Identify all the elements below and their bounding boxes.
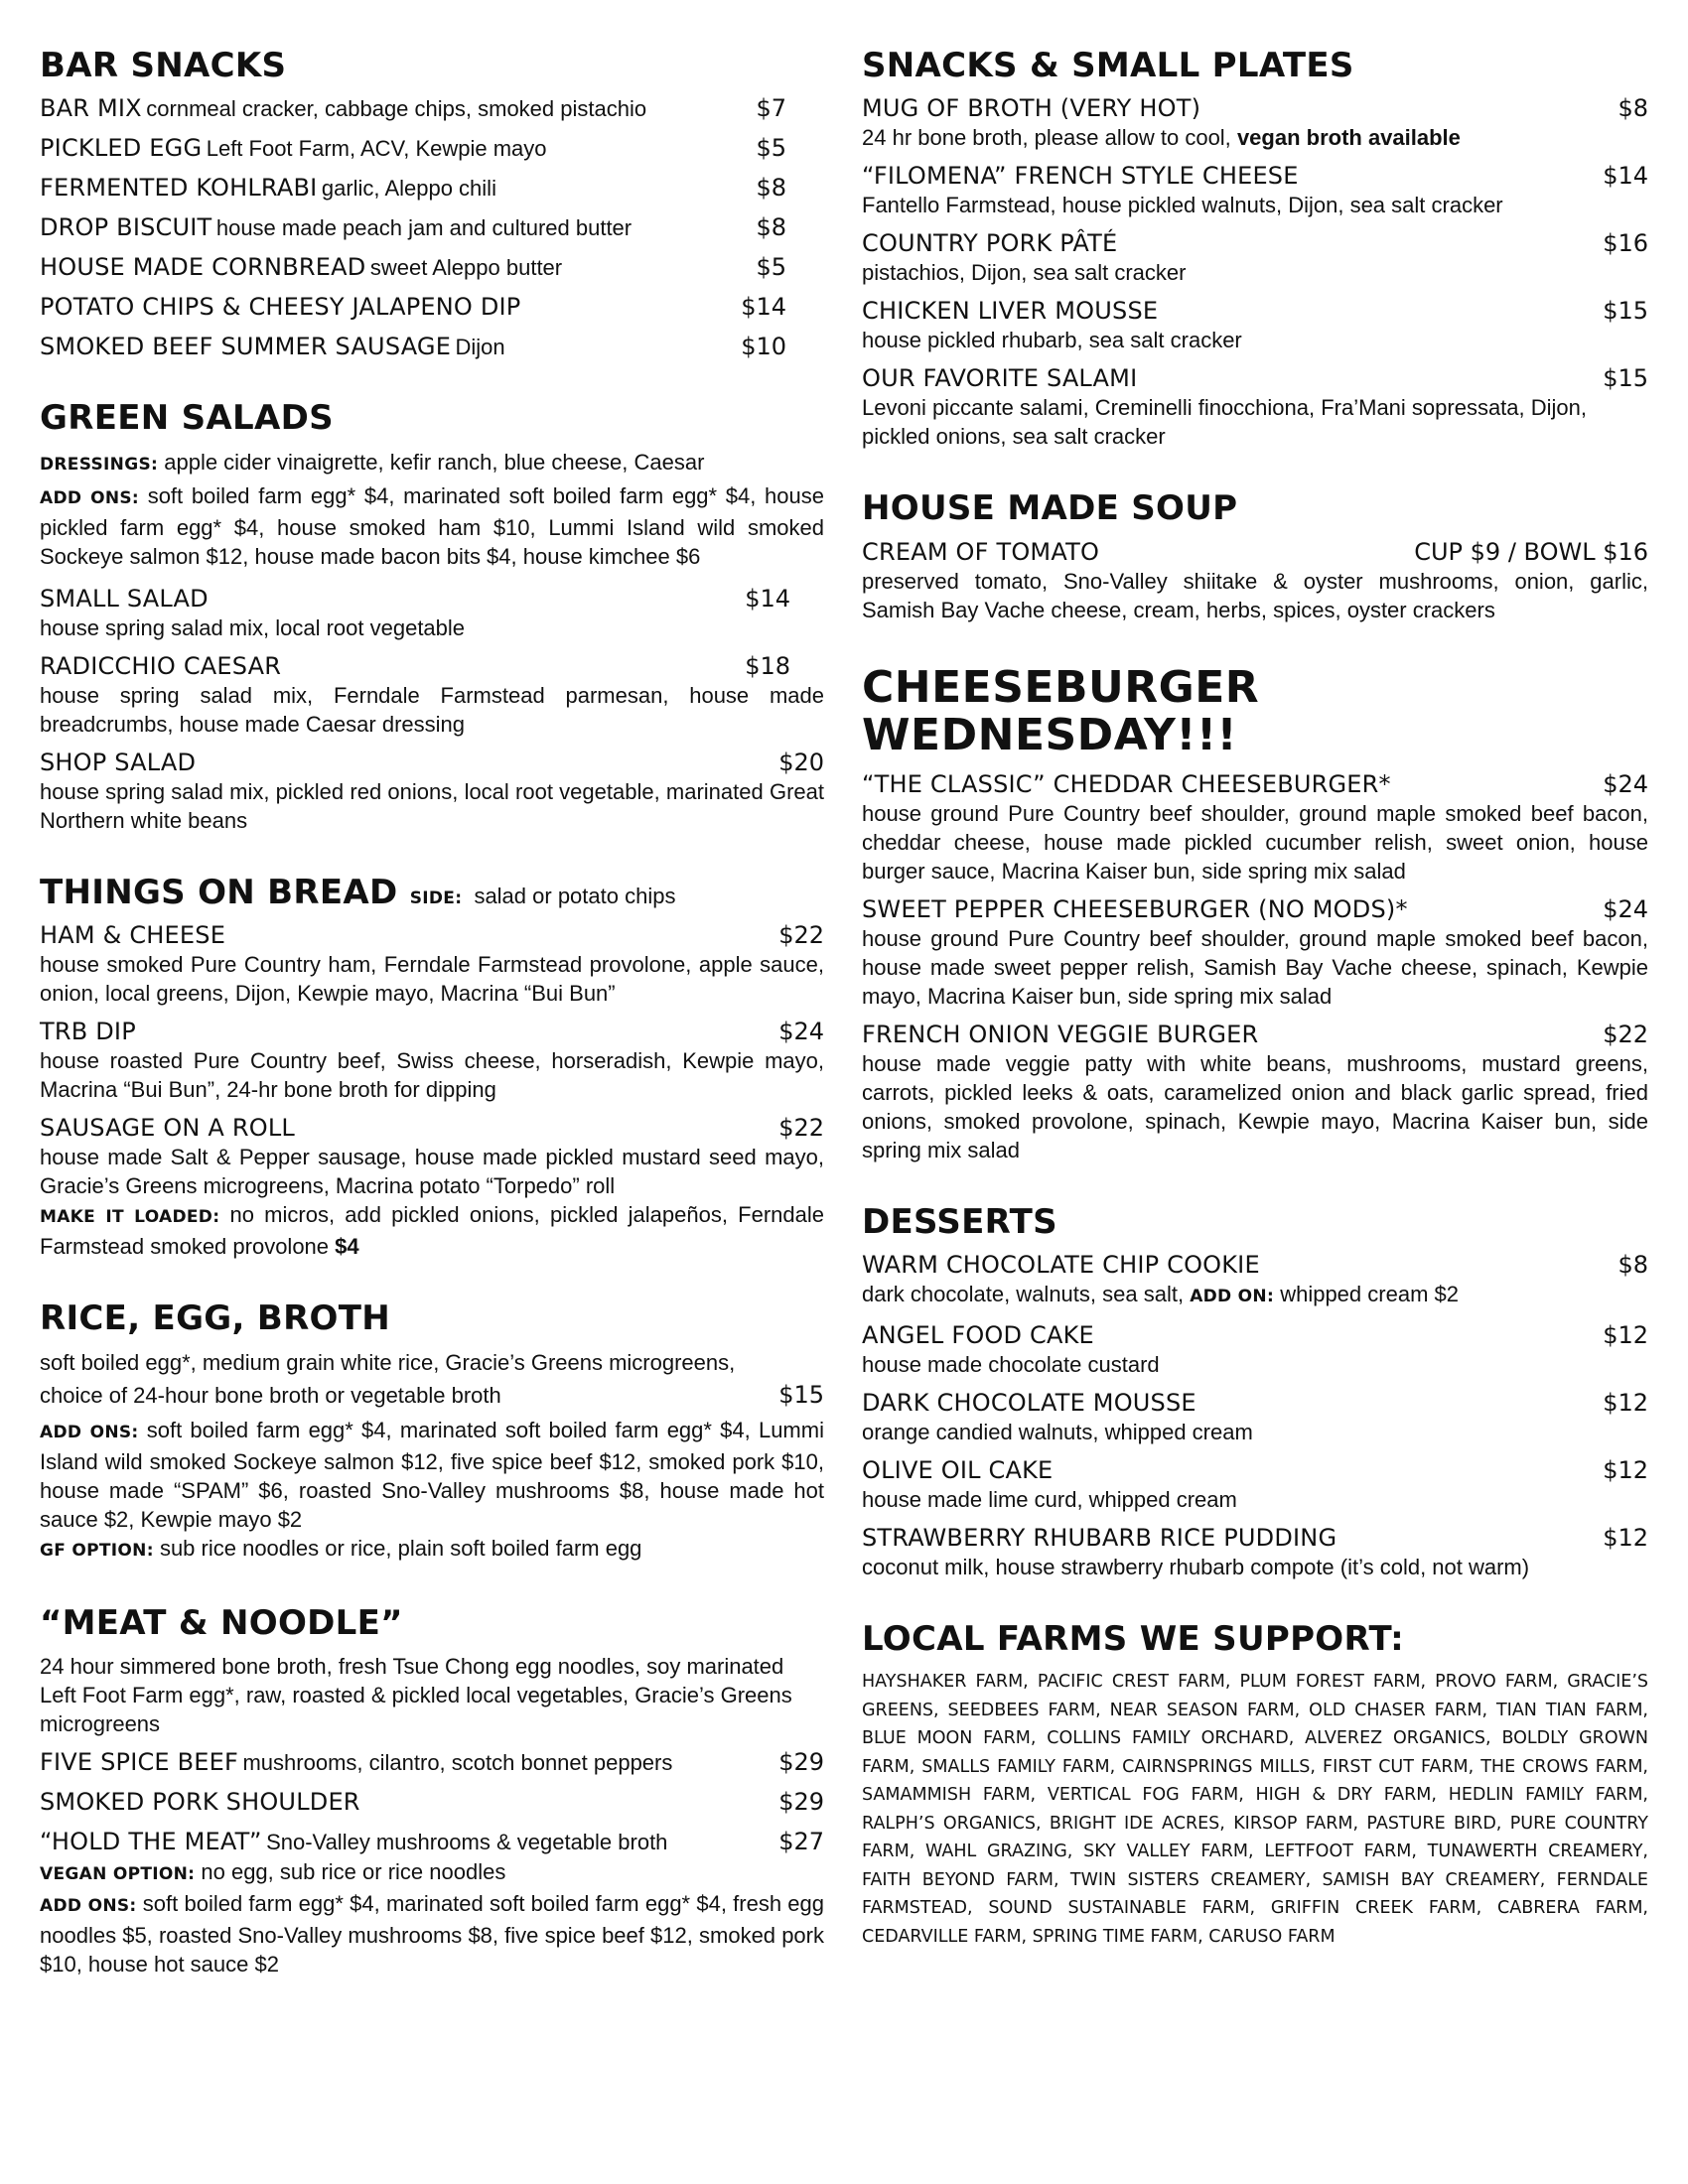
item-price: $12 bbox=[1603, 1388, 1648, 1417]
item-desc: house made peach jam and cultured butter bbox=[215, 215, 633, 241]
item-price: $27 bbox=[778, 1827, 824, 1855]
section-title: HOUSE MADE SOUP bbox=[862, 488, 1238, 529]
item-name: MUG OF BROTH (VERY HOT) bbox=[862, 94, 1201, 123]
section-title: RICE, EGG, BROTH bbox=[40, 1298, 391, 1339]
item-desc-row bbox=[862, 123, 1648, 152]
item-name: OUR FAVORITE SALAMI bbox=[862, 364, 1138, 393]
dressings-label: DRESSINGS bbox=[40, 454, 151, 475]
item-price: CUP $9 / BOWL $16 bbox=[1414, 537, 1648, 566]
section-title-row: THINGS ON BREAD SIDE: salad or potato chips bbox=[40, 872, 676, 912]
menu-item bbox=[862, 364, 1648, 451]
item-desc: mushrooms, cilantro, scotch bonnet peppers bbox=[242, 1749, 673, 1775]
vegan-label: VEGAN OPTION: bbox=[40, 1863, 196, 1884]
menu-item bbox=[862, 1389, 1648, 1446]
menu-item bbox=[40, 213, 786, 241]
item-name: OLIVE OIL CAKE bbox=[862, 1455, 1054, 1484]
item-desc: 24 hr bone broth, please allow to cool, bbox=[862, 125, 1231, 151]
addons-note bbox=[40, 1889, 824, 1979]
menu-item bbox=[40, 253, 786, 281]
menu-item bbox=[40, 1018, 824, 1104]
item-desc: Sno-Valley mushrooms & vegetable broth bbox=[266, 1829, 668, 1854]
dressings-note: DRESSINGS: apple cider vinaigrette, kefir ranch, blue cheese, Caesar bbox=[40, 449, 705, 475]
item-name: SAUSAGE ON A ROLL bbox=[40, 1114, 295, 1143]
item-desc-row bbox=[862, 1280, 1648, 1311]
item-name: STRAWBERRY RHUBARB RICE PUDDING bbox=[862, 1523, 1337, 1552]
item-price: $8 bbox=[1618, 1250, 1648, 1279]
bar-snacks-section bbox=[40, 48, 824, 360]
item-desc: house ground Pure Country beef shoulder, ground maple smoked beef bacon, house made sweet pepper relish, Samish Bay Vache cheese, spinach, Kewpie mayo, Macrina Kaiser bun, side spring mix salad bbox=[862, 925, 1648, 1009]
addons-label: ADD ONS: bbox=[40, 1895, 137, 1916]
item-price: $15 bbox=[1603, 364, 1648, 393]
item-name: CREAM OF TOMATO bbox=[862, 537, 1100, 566]
item-price: $29 bbox=[778, 1747, 824, 1776]
item-desc: cornmeal cracker, cabbage chips, smoked pistachio bbox=[146, 96, 647, 122]
item-desc-bold: vegan broth available bbox=[1236, 125, 1461, 151]
menu-item bbox=[862, 229, 1648, 287]
item-desc: house spring salad mix, local root vegetable bbox=[40, 614, 466, 640]
addons-label: ADD ONS bbox=[40, 487, 132, 508]
item-price: $24 bbox=[1603, 894, 1648, 923]
rice-egg-broth-section bbox=[40, 1300, 824, 1565]
item-desc-line1: soft boiled egg*, medium grain white rice, Gracie’s Greens microgreens, bbox=[40, 1349, 736, 1375]
item-desc: house made chocolate custard bbox=[862, 1351, 1160, 1377]
item-name: ANGEL FOOD CAKE bbox=[862, 1320, 1094, 1349]
section-title: “MEAT & NOODLE” bbox=[40, 1602, 403, 1643]
section-title: CHEESEBURGER WEDNESDAY!!! bbox=[862, 661, 1260, 761]
green-salads-section bbox=[40, 400, 824, 834]
loaded-label: MAKE IT LOADED bbox=[40, 1207, 213, 1228]
menu-item bbox=[40, 652, 824, 739]
menu-item bbox=[40, 1381, 824, 1410]
menu-item bbox=[40, 1748, 824, 1776]
item-price: $16 bbox=[1603, 229, 1648, 258]
item-name: DARK CHOCOLATE MOUSSE bbox=[862, 1388, 1196, 1417]
item-desc: house made Salt & Pepper sausage, house made pickled mustard seed mayo, Gracie’s Greens microgreens, Macrina potato “Torpedo” roll bbox=[40, 1145, 824, 1199]
item-desc: sweet Aleppo butter bbox=[369, 255, 563, 281]
left-column bbox=[40, 48, 824, 2018]
item-name: “HOLD THE MEAT” bbox=[40, 1827, 262, 1855]
item-desc: house spring salad mix, Ferndale Farmstead parmesan, house made breadcrumbs, house made Caesar dressing bbox=[40, 682, 824, 737]
item-desc: orange candied walnuts, whipped cream bbox=[862, 1419, 1253, 1444]
farms-list: HAYSHAKER FARM, PACIFIC CREST FARM, PLUM FOREST FARM, PROVO FARM, GRACIE’S GREENS, SEEDBEES FARM, NEAR SEASON FARM, OLD CHASER FARM, TIAN TIAN FARM, BLUE MOON FARM, COLLINS FAMILY ORCHARD, ALVEREZ ORGANICS, BOLDLY GROWN FARM, SMALLS FAMILY FARM, CAIRNSPRINGS MILLS, FIRST CUT FARM, THE CROWS FARM, SAMAMMISH FARM, VERTICAL FOG FARM, HIGH & DRY FARM, HEDLIN FAMILY FARM, RALPH’S ORGANICS, BRIGHT IDE ACRES, KIRSOP FARM, PASTURE BIRD, PURE COUNTRY FARM, WAHL GRAZING, SKY VALLEY FARM, LEFTFOOT FARM, TUNAWERTH CREAMERY, FAITH BEYOND FARM, TWIN SISTERS CREAMERY, SAMISH BAY CREAMERY, FERNDALE FARMSTEAD, SOUND SUSTAINABLE FARM, GRIFFIN CREEK FARM, CABRERA FARM, CEDARVILLE FARM, SPRING TIME FARM, CARUSO FARM bbox=[862, 1672, 1648, 1947]
section-title: LOCAL FARMS WE SUPPORT bbox=[862, 1618, 1391, 1659]
item-price: $14 bbox=[745, 584, 790, 613]
item-name: “THE CLASSIC” CHEDDAR CHEESEBURGER* bbox=[862, 769, 1391, 798]
menu-item bbox=[862, 162, 1648, 219]
house-soup-section bbox=[862, 490, 1648, 623]
item-desc: house made lime curd, whipped cream bbox=[862, 1486, 1237, 1512]
item-price: $5 bbox=[756, 134, 786, 163]
item-name: FIVE SPICE BEEF bbox=[40, 1747, 239, 1776]
item-price: $15 bbox=[1603, 297, 1648, 326]
menu-item bbox=[862, 770, 1648, 886]
side-label: SIDE bbox=[409, 887, 456, 908]
menu-item bbox=[40, 1828, 824, 1855]
menu-item bbox=[862, 538, 1648, 624]
item-price: $8 bbox=[756, 174, 786, 203]
side-text: salad or potato chips bbox=[474, 883, 676, 908]
dressings-text: apple cider vinaigrette, kefir ranch, blue cheese, Caesar bbox=[164, 449, 705, 475]
menu-item bbox=[40, 585, 824, 642]
item-name: SWEET PEPPER CHEESEBURGER (NO MODS)* bbox=[862, 894, 1408, 923]
right-column bbox=[862, 48, 1648, 1990]
item-name: “FILOMENA” FRENCH STYLE CHEESE bbox=[862, 162, 1299, 191]
section-title: BAR SNACKS bbox=[40, 46, 287, 85]
item-desc: Dijon bbox=[455, 335, 505, 360]
item-name: FERMENTED KOHLRABI bbox=[40, 174, 318, 203]
section-desc: 24 hour simmered bone broth, fresh Tsue Chong egg noodles, soy marinated Left Foot Farm egg*, raw, roasted & pickled local vegetables, Gracie’s Greens microgreens bbox=[40, 1653, 792, 1736]
item-name: BAR MIX bbox=[40, 94, 142, 123]
menu-item bbox=[40, 94, 786, 122]
menu-item bbox=[862, 1321, 1648, 1379]
item-price: $29 bbox=[778, 1787, 824, 1816]
item-price: $20 bbox=[778, 748, 824, 776]
item-name: RADICCHIO CAESAR bbox=[40, 651, 282, 680]
meat-noodle-section bbox=[40, 1602, 824, 1979]
item-desc: Levoni piccante salami, Creminelli finocchiona, Fra’Mani sopressata, Dijon, pickled onions, sea salt cracker bbox=[862, 395, 1587, 450]
item-desc: house ground Pure Country beef shoulder, ground maple smoked beef bacon, cheddar cheese, house made pickled cucumber relish, sweet onion, house burger sauce, Macrina Kaiser bun, side spring mix salad bbox=[862, 800, 1648, 884]
gf-option-note: GF OPTION: sub rice noodles or rice, plain soft boiled farm egg bbox=[40, 1535, 642, 1561]
menu-item bbox=[40, 134, 786, 162]
loaded-text: no micros, add pickled onions, pickled jalapeños, Ferndale Farmstead smoked provolone bbox=[40, 1202, 824, 1260]
item-price: $14 bbox=[741, 293, 786, 322]
item-price: $12 bbox=[1603, 1455, 1648, 1484]
menu-item bbox=[40, 1788, 824, 1816]
addons-text: soft boiled farm egg* $4, marinated soft boiled farm egg* $4, Lummi Island wild smoked Sockeye salmon $12, five spice beef $12, smoked pork $10, house made “SPAM” $6, roasted Sno-Valley mushrooms $8, house made hot sauce $2, Kewpie mayo $2 bbox=[40, 1417, 824, 1532]
item-desc: house pickled rhubarb, sea salt cracker bbox=[862, 328, 1242, 353]
menu-item bbox=[862, 1251, 1648, 1311]
things-on-bread-section bbox=[40, 872, 824, 1261]
item-desc-line2: choice of 24-hour bone broth or vegetable broth bbox=[40, 1382, 501, 1408]
local-farms-section bbox=[862, 1618, 1648, 1951]
item-name: SMOKED BEEF SUMMER SAUSAGE bbox=[40, 333, 452, 361]
item-name: COUNTRY PORK PÂTÉ bbox=[862, 229, 1118, 258]
section-title: THINGS ON BREAD bbox=[40, 872, 398, 912]
addon-label: ADD ON: bbox=[1190, 1286, 1275, 1306]
addons-text: soft boiled farm egg* $4, marinated soft boiled farm egg* $4, house pickled farm egg* $4, house smoked ham $10, Lummi Island wild smoked Sockeye salmon $12, house made bacon bits $4, house kimchee $6 bbox=[40, 482, 824, 569]
menu-item bbox=[40, 921, 824, 1008]
addons-note: ADD ONS: soft boiled farm egg* $4, marinated soft boiled farm egg* $4, Lummi Island wild smoked Sockeye salmon $12, five spice beef $12, smoked pork $10, house made “SPAM” $6, roasted Sno-Valley mushrooms $8, house made hot sauce $2, Kewpie mayo $2 bbox=[40, 1417, 824, 1532]
item-name: FRENCH ONION VEGGIE BURGER bbox=[862, 1020, 1259, 1048]
item-desc: house made veggie patty with white beans, mushrooms, mustard greens, carrots, pickled leeks & oats, caramelized onion and black garlic spread, fried onions, smoked provolone, spinach, Kewpie mayo, Macrina Kaiser bun, side spring mix salad bbox=[862, 1050, 1648, 1162]
item-price: $24 bbox=[1603, 769, 1648, 798]
item-desc: house smoked Pure Country ham, Ferndale Farmstead provolone, apple sauce, onion, local greens, Dijon, Kewpie mayo, Macrina “Bui Bun” bbox=[40, 952, 824, 1007]
item-desc: Fantello Farmstead, house pickled walnuts, Dijon, sea salt cracker bbox=[862, 193, 1503, 218]
item-price: $15 bbox=[778, 1380, 824, 1409]
item-name: SMOKED PORK SHOULDER bbox=[40, 1787, 360, 1816]
vegan-option-note bbox=[40, 1857, 824, 1889]
item-price: $12 bbox=[1603, 1320, 1648, 1349]
addons-note: ADD ONS: soft boiled farm egg* $4, marinated soft boiled farm egg* $4, house pickled farm egg* $4, house smoked ham $10, Lummi Island wild smoked Sockeye salmon $12, house made bacon bits $4, house kimchee $6 bbox=[40, 482, 824, 569]
item-desc: dark chocolate, walnuts, sea salt, bbox=[862, 1281, 1185, 1306]
item-price: $18 bbox=[745, 651, 790, 680]
section-title: SNACKS & SMALL PLATES bbox=[862, 46, 1354, 85]
cheeseburger-section bbox=[862, 661, 1648, 1164]
menu-item bbox=[862, 895, 1648, 1011]
item-price: $5 bbox=[756, 253, 786, 282]
item-price: $22 bbox=[778, 1114, 824, 1143]
item-price: $12 bbox=[1603, 1523, 1648, 1552]
menu-item bbox=[862, 1021, 1648, 1164]
item-name: WARM CHOCOLATE CHIP COOKIE bbox=[862, 1250, 1260, 1279]
loaded-price: $4 bbox=[335, 1234, 359, 1260]
menu-item bbox=[862, 94, 1648, 152]
item-price: $24 bbox=[778, 1018, 824, 1046]
item-price: $22 bbox=[1603, 1020, 1648, 1048]
item-name: CHICKEN LIVER MOUSSE bbox=[862, 297, 1159, 326]
item-desc: Left Foot Farm, ACV, Kewpie mayo bbox=[206, 136, 547, 162]
item-price: $8 bbox=[1618, 94, 1648, 123]
menu-item bbox=[862, 297, 1648, 354]
item-price: $14 bbox=[1603, 162, 1648, 191]
item-name: TRB DIP bbox=[40, 1018, 136, 1046]
desserts-section bbox=[862, 1201, 1648, 1581]
item-desc: garlic, Aleppo chili bbox=[321, 176, 496, 202]
menu-item bbox=[862, 1524, 1648, 1581]
menu-item bbox=[40, 174, 786, 202]
item-name: HAM & CHEESE bbox=[40, 921, 226, 950]
item-desc: pistachios, Dijon, sea salt cracker bbox=[862, 260, 1187, 286]
item-name: POTATO CHIPS & CHEESY JALAPENO DIP bbox=[40, 293, 521, 322]
item-desc: house spring salad mix, pickled red onions, local root vegetable, marinated Great Northern white beans bbox=[40, 778, 824, 833]
addons-text: soft boiled farm egg* $4, marinated soft boiled farm egg* $4, fresh egg noodles $5, roasted Sno-Valley mushrooms $8, five spice beef $12, smoked pork $10, house hot sauce $2 bbox=[40, 1890, 824, 1977]
gf-text: sub rice noodles or rice, plain soft boiled farm egg bbox=[159, 1535, 642, 1561]
gf-label: GF OPTION bbox=[40, 1540, 147, 1561]
make-it-loaded-note: MAKE IT LOADED: no micros, add pickled onions, pickled jalapeños, Ferndale Farmstead smoked provolone $4 bbox=[40, 1202, 824, 1260]
item-desc: house roasted Pure Country beef, Swiss cheese, horseradish, Kewpie mayo, Macrina “Bui Bun”, 24-hr bone broth for dipping bbox=[40, 1048, 824, 1103]
menu-item bbox=[862, 1456, 1648, 1514]
item-price: $22 bbox=[778, 921, 824, 950]
section-title: DESSERTS bbox=[862, 1201, 1057, 1242]
section-title-row: LOCAL FARMS WE SUPPORT: bbox=[862, 1618, 1404, 1659]
item-name: PICKLED EGG bbox=[40, 134, 203, 163]
item-name: SHOP SALAD bbox=[40, 748, 197, 776]
item-price: $7 bbox=[756, 94, 786, 123]
snacks-small-plates-section bbox=[862, 48, 1648, 451]
item-name: HOUSE MADE CORNBREAD bbox=[40, 253, 366, 282]
addon-text: whipped cream $2 bbox=[1280, 1281, 1459, 1306]
menu-item bbox=[40, 293, 786, 321]
item-desc: preserved tomato, Sno-Valley shiitake & oyster mushrooms, onion, garlic, Samish Bay Vache cheese, cream, herbs, spices, oyster crackers bbox=[862, 568, 1648, 622]
section-title: GREEN SALADS bbox=[40, 398, 334, 439]
item-name: SMALL SALAD bbox=[40, 584, 209, 613]
item-name: DROP BISCUIT bbox=[40, 213, 212, 242]
item-price: $10 bbox=[741, 333, 786, 361]
item-desc: coconut milk, house strawberry rhubarb compote (it’s cold, not warm) bbox=[862, 1554, 1530, 1579]
menu-item bbox=[40, 333, 786, 360]
addons-label: ADD ONS bbox=[40, 1422, 132, 1442]
menu-item bbox=[40, 749, 824, 835]
menu-item bbox=[40, 1114, 824, 1261]
vegan-text: no egg, sub rice or rice noodles bbox=[201, 1858, 506, 1884]
item-price: $8 bbox=[756, 213, 786, 242]
